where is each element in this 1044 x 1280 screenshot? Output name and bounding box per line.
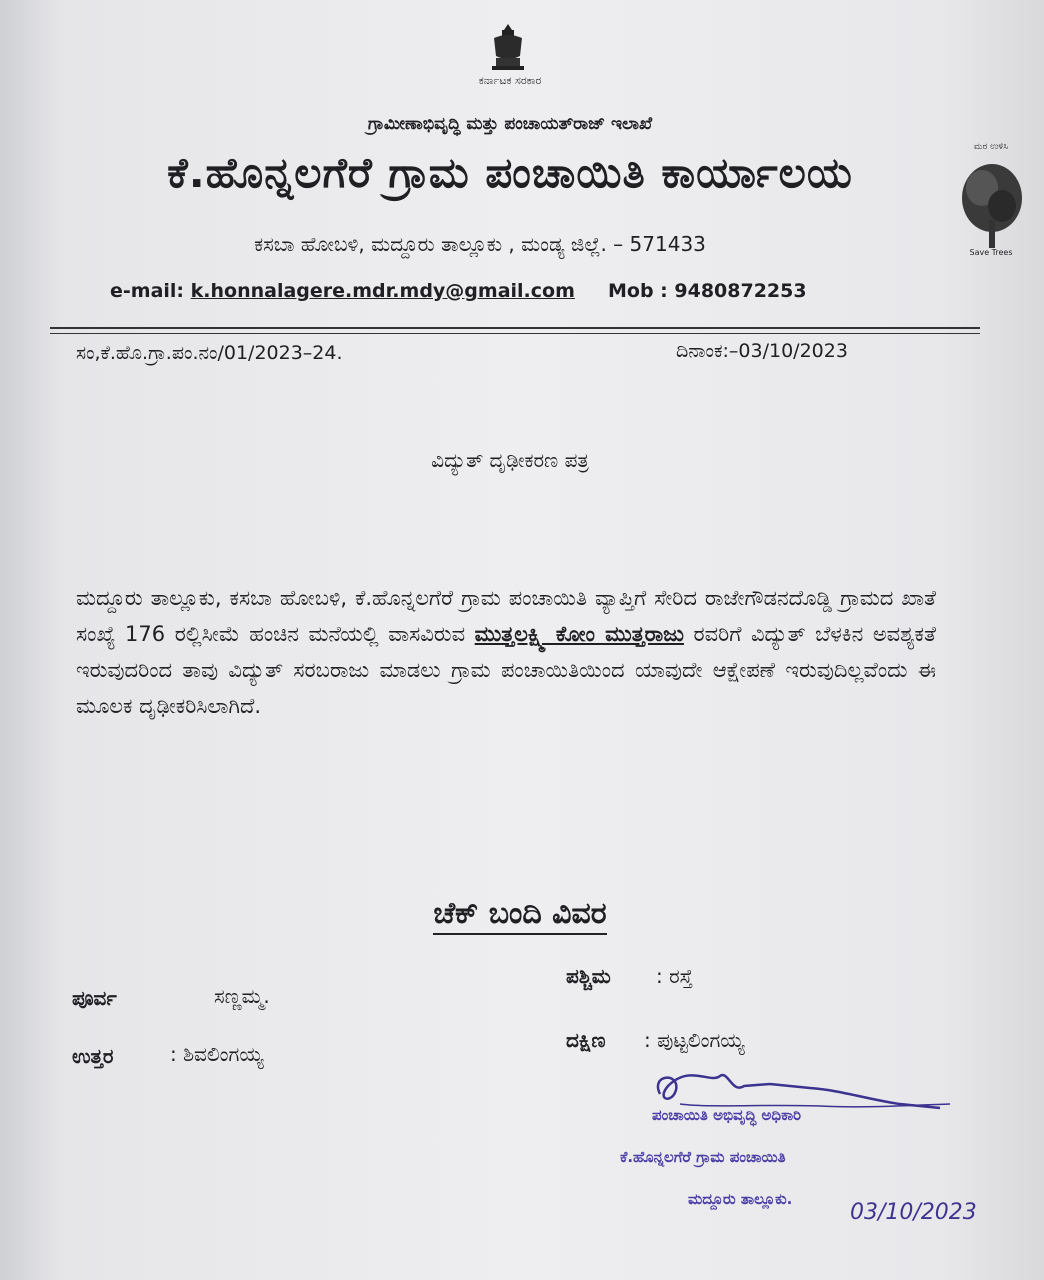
save-trees-caption: ಮರ ಉಳಿಸಿ bbox=[973, 142, 1009, 152]
north-label: ಉತ್ತರ bbox=[72, 1044, 114, 1068]
header-divider bbox=[50, 327, 980, 329]
letter-date: ದಿನಾಂಕ:–03/10/2023 bbox=[676, 340, 848, 362]
seal-designation: ಪಂಚಾಯಿತಿ ಅಭಿವೃದ್ಧಿ ಅಧಿಕಾರಿ bbox=[652, 1106, 802, 1124]
letter-body bbox=[76, 580, 936, 724]
west-value: : ರಸ್ತೆ bbox=[656, 964, 693, 988]
email-line bbox=[110, 280, 575, 302]
reference-number: ಸಂ,ಕೆ.ಹೊ.ಗ್ರಾ.ಪಂ.ನಂ/01/2023–24. bbox=[76, 342, 343, 364]
seal-taluk: ಮದ್ದೂರು ತಾಲ್ಲೂಕು. bbox=[688, 1190, 793, 1208]
email-label: e-mail: bbox=[110, 280, 191, 302]
header-divider-thin bbox=[50, 333, 980, 334]
email-link[interactable]: k.honnalagere.mdr.mdy@gmail.com bbox=[190, 280, 575, 302]
south-label: ದಕ್ಷಿಣ bbox=[566, 1028, 606, 1052]
letter-subject: ವಿದ್ಯುತ್ ದೃಢೀಕರಣ ಪತ್ರ bbox=[431, 448, 589, 472]
south-value: : ಪುಟ್ಟಲಿಂಗಯ್ಯ bbox=[644, 1028, 745, 1052]
checkbandi-title: ಚೆಕ್ ಬಂದಿ ವಿವರ bbox=[300, 896, 740, 931]
body-text-part1: ಮದ್ದೂರು ತಾಲ್ಲೂಕು, ಕಸಬಾ ಹೋಬಳಿ, ಕೆ.ಹೊನ್ನಲಗೆರೆ ಗ್ರಾಮ ಪಂಚಾಯಿತಿ ವ್ಯಾಪ್ತಿಗೆ ಸೇರಿದ ರಾಜೇಗೌಡನದೊಡ್ಡಿ ಗ್ರಾಮದ ಖಾತೆ ಸಂಖ್ಯೆ 176 ರಲ್ಲಿಸೀಮೆ ಹಂಚಿನ ಮನೆಯಲ್ಲಿ ವಾಸವಿರುವ bbox=[76, 586, 936, 646]
east-label: ಪೂರ್ವ bbox=[72, 986, 117, 1010]
body-text-part2: ರವರಿಗೆ ವಿದ್ಯುತ್ ಬೆಳಕಿನ ಅವಶ್ಯಕತೆ ಇರುವುದರಿಂದ ತಾವು ವಿದ್ಯುತ್ ಸರಬರಾಜು ಮಾಡಲು ಗ್ರಾಮ ಪಂಚಾಯಿತಿಯಿಂದ ಯಾವುದೇ ಆಕ್ಷೇಪಣೆ ಇರುವುದಿಲ್ಲವೆಂದು ಈ ಮೂಲಕ ದೃಢೀಕರಿಸಿಲಾಗಿದೆ. bbox=[76, 622, 936, 718]
west-label: ಪಶ್ಚಿಮ bbox=[566, 964, 611, 988]
north-value: : ಶಿವಲಿಂಗಯ್ಯ bbox=[170, 1042, 264, 1066]
east-value: ಸಣ್ಣಮ್ಮ. bbox=[214, 984, 270, 1008]
karnataka-emblem-icon bbox=[484, 22, 532, 72]
department-name: ಗ್ರಾಮೀಣಾಭಿವೃದ್ಧಿ ಮತ್ತು ಪಂಚಾಯತ್‌ರಾಜ್ ಇಲಾಖೆ bbox=[367, 114, 653, 134]
save-trees-footer: Save Trees bbox=[969, 248, 1013, 257]
signature-date: 03/10/2023 bbox=[850, 1200, 977, 1225]
mobile-number: Mob : 9480872253 bbox=[608, 280, 807, 302]
office-title: ಕೆ.ಹೊನ್ನಲಗೆರೆ ಗ್ರಾಮ ಪಂಚಾಯಿತಿ ಕಾರ್ಯಾಲಯ bbox=[167, 148, 853, 197]
seal-office: ಕೆ.ಹೊನ್ನಲಗೆರೆ ಗ್ರಾಮ ಪಂಚಾಯಿತಿ bbox=[620, 1148, 786, 1166]
beneficiary-name: ಮುತ್ತಲಕ್ಷ್ಮಿ ಕೋಂ ಮುತ್ತರಾಜು bbox=[474, 622, 684, 646]
office-address: ಕಸಬಾ ಹೋಬಳಿ, ಮದ್ದೂರು ತಾಲ್ಲೂಕು , ಮಂಡ್ಯ ಜಿಲ್ಲೆ. – 571433 bbox=[254, 232, 706, 256]
government-label: ಕರ್ನಾಟಕ ಸರಕಾರ bbox=[478, 74, 542, 87]
